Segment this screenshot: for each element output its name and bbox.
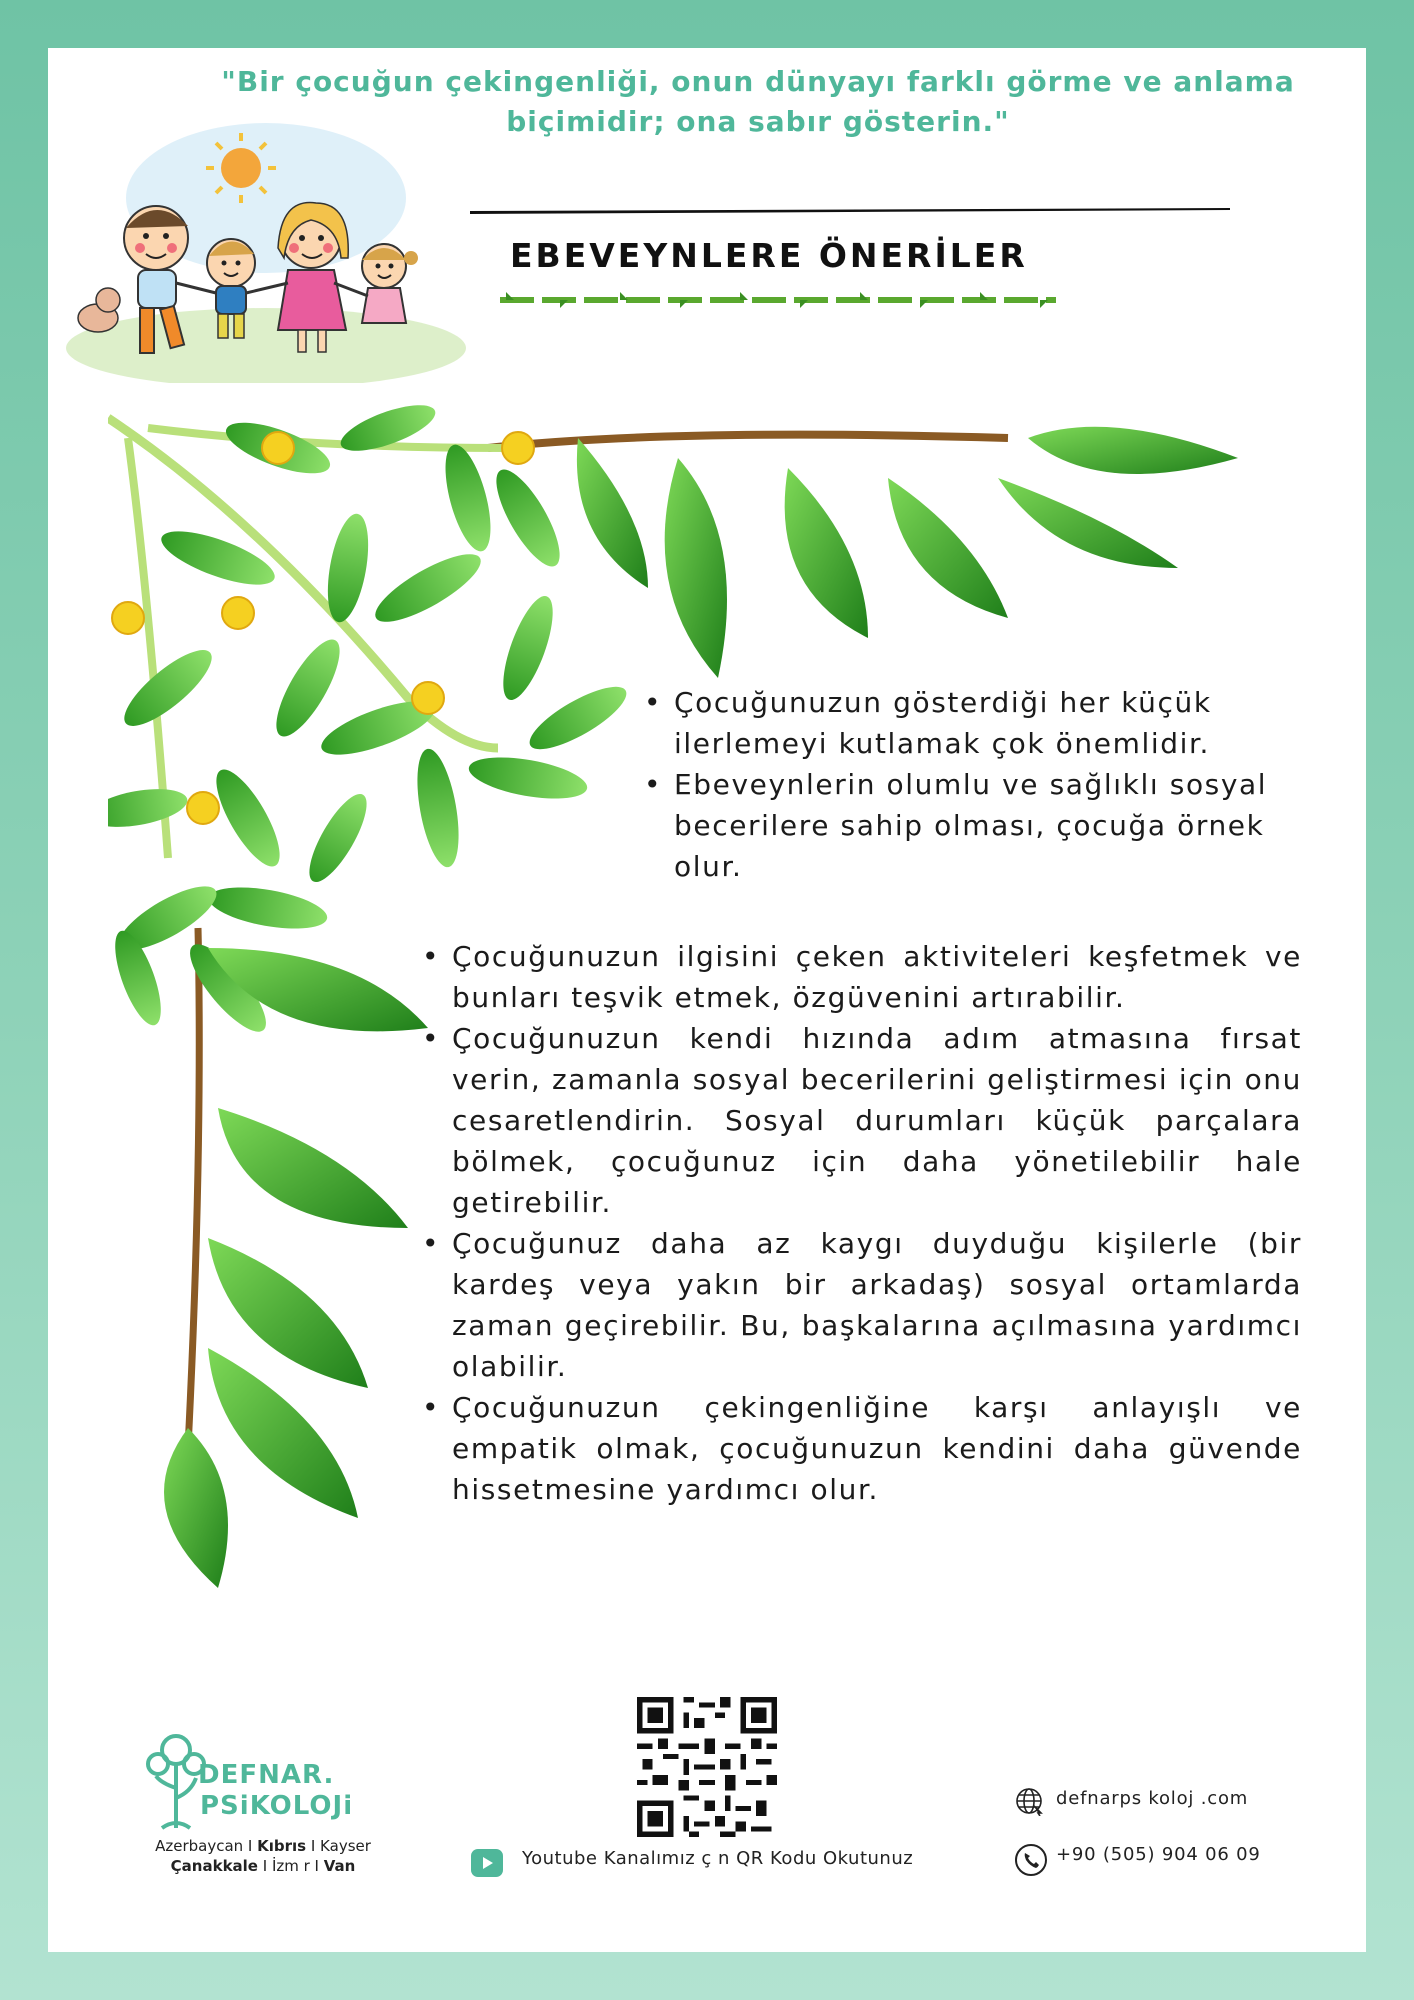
phone-number[interactable]: +90 (505) 904 06 09 [1056,1844,1261,1865]
branch-cities: Azerbaycan I Kıbrıs I Kayser Çanakkale I İzm r I Van [155,1837,371,1875]
logo-name: DEFNAR. [198,1760,335,1790]
list-item: • Çocuğunuzun gösterdiği her küçük ilerlemeyi kutlamak çok önemlidir. [642,682,1290,764]
page-title: EBEVEYNLERE ÖNERİLER [510,236,1028,275]
list-item: • Çocuğunuzun çekingenliğine karşı anlayışlı ve empatik olmak, çocuğunuzun kendini daha güvende hissetmesine yardımcı olur. [420,1387,1302,1510]
quote-text: "Bir çocuğun çekingenliği, onun dünyayı farklı görme ve anlama biçimidir; ona sabır gösterin." [221,65,1295,138]
list-item: • Çocuğunuzun ilgisini çeken aktiviteleri keşfetmek ve bunları teşvik etmek, özgüvenini artırabilir. [420,936,1302,1018]
poster-sheet [48,48,1366,1952]
tips-list-bottom [420,936,1302,1510]
phone-icon [1014,1843,1048,1877]
list-item: • Ebeveynlerin olumlu ve sağlıklı sosyal becerilere sahip olması, çocuğa örnek olur. [642,764,1290,887]
qr-code[interactable] [632,1692,782,1842]
youtube-caption: Youtube Kanalımız ç n QR Kodu Okutunuz [522,1848,914,1869]
vine-divider [500,288,1060,318]
website-link[interactable]: defnarps koloj .com [1056,1788,1249,1809]
family-illustration [66,108,466,383]
list-item: • Çocuğunuz daha az kaygı duyduğu kişilerle (bir kardeş veya yakın bir arkadaş) sosyal ortamlarda zaman geçirebilir. Bu, başkalarına açılmasına yardımcı olabilir. [420,1223,1302,1387]
globe-icon [1014,1786,1044,1816]
title-rule [470,208,1230,214]
list-item: • Çocuğunuzun kendi hızında adım atmasına fırsat verin, zamanla sosyal becerilerini geliştirmesi için onu cesaretlendirin. Sosyal durumları küçük parçalara bölmek, çocuğunuz için daha yönetilebilir hale getirebilir. [420,1018,1302,1223]
youtube-icon[interactable] [470,1848,504,1878]
tips-list-top [642,682,1290,887]
logo-subtitle: PSiKOLOJi [200,1791,354,1821]
